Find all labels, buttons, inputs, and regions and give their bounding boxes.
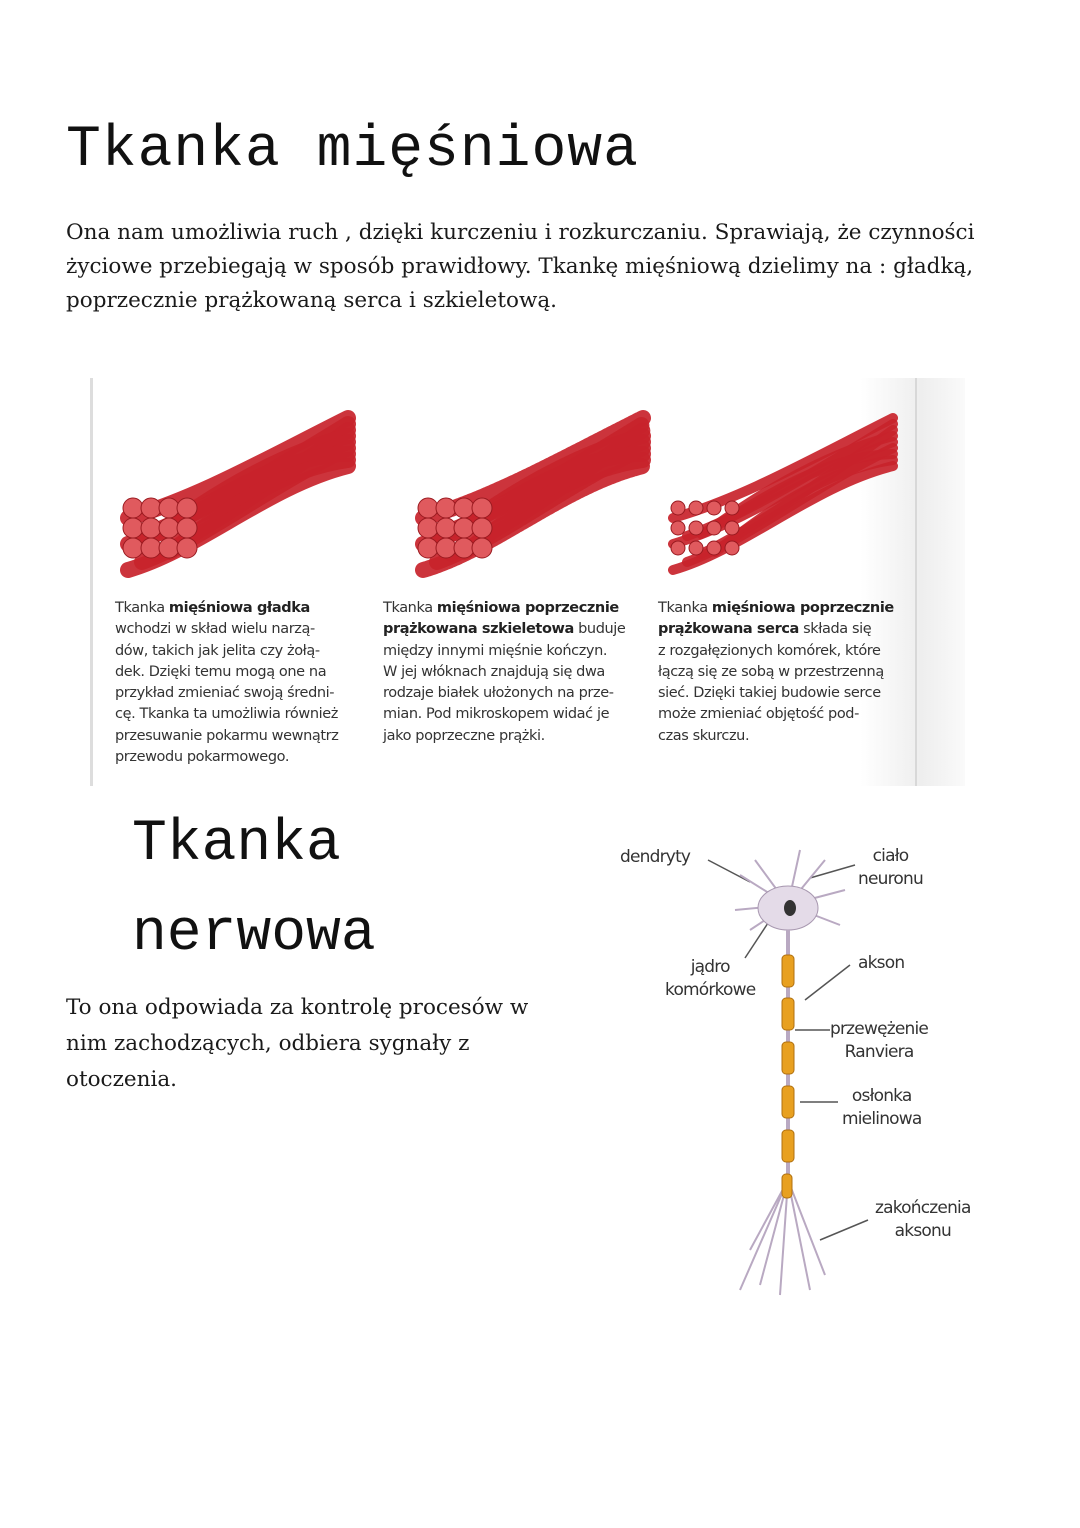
fiber-cross-section — [436, 498, 456, 518]
label-line: zakończenia — [875, 1198, 971, 1218]
fiber-cross-section — [472, 538, 492, 558]
caption-line — [658, 641, 894, 662]
fiber-cross-section — [159, 498, 179, 518]
fiber-cross-section — [689, 501, 703, 515]
label-line: Ranviera — [844, 1042, 914, 1062]
nerve-paragraph: To ona odpowiada za kontrolę procesów w nim zachodzących, odbiera sygnały z otoczenia. — [66, 995, 529, 1092]
fiber-cross-section — [472, 498, 492, 518]
title-line: Tkanka — [132, 812, 341, 877]
fiber-cross-section — [123, 538, 143, 558]
caption-text: Tkanka — [658, 600, 712, 616]
caption-line — [115, 598, 338, 619]
caption-line — [658, 598, 894, 619]
fiber-cross-section — [689, 521, 703, 535]
label-ranvier-node — [830, 1018, 928, 1064]
caption-line — [658, 704, 894, 725]
caption-line — [115, 683, 338, 704]
caption-text: mian. Pod mikroskopem widać je — [383, 706, 610, 723]
caption-text: wchodzi w skład wielu narzą- — [115, 621, 315, 638]
caption-text: Tkanka — [383, 600, 437, 616]
label-axon-terminals — [875, 1197, 971, 1243]
fiber-cross-section — [159, 538, 179, 558]
fiber-cross-section — [141, 538, 161, 558]
fiber-cross-section — [177, 518, 197, 538]
caption-text: Tkanka — [115, 600, 169, 616]
fiber-cross-section — [123, 518, 143, 538]
caption-bold-text: mięśniowa poprzecznie — [711, 600, 894, 616]
fiber-cross-section — [159, 518, 179, 538]
muscle-tissue-title: Tkanka mięśniowa — [66, 118, 639, 183]
label-cell-body — [858, 845, 923, 891]
caption-text: łączą się ze sobą w przestrzenną — [658, 663, 884, 680]
caption-bold-text: prążkowana serca — [658, 621, 799, 638]
title-line: nerwowa — [132, 902, 376, 967]
fiber-cross-section — [454, 538, 474, 558]
caption-text: dów, takich jak jelita czy żołą- — [115, 642, 320, 659]
caption-text: przykład zmieniać swoją średni- — [115, 685, 335, 702]
fiber-cross-section — [725, 541, 739, 555]
fiber-cross-section — [436, 518, 456, 538]
caption-bold-text: mięśniowa gładka — [168, 600, 310, 616]
caption-line — [115, 641, 338, 662]
caption-text: z rozgałęzionych komórek, które — [658, 642, 881, 659]
label-line: jądro — [690, 957, 730, 977]
caption-smooth-muscle — [115, 598, 338, 768]
fiber-cross-section — [671, 521, 685, 535]
fiber-cross-section — [725, 501, 739, 515]
caption-line — [383, 726, 625, 747]
caption-line — [383, 683, 625, 704]
fiber-cross-section — [141, 518, 161, 538]
caption-line — [115, 619, 338, 640]
page-edge — [915, 378, 917, 786]
caption-line — [658, 683, 894, 704]
fiber-cross-section — [418, 498, 438, 518]
muscle-intro-paragraph: Ona nam umożliwia ruch , dzięki kurczeniu i rozkurczaniu. Sprawiają, że czynności życiowe przebiegają w sposób prawidłowy. Tkankę mięśniową dzielimy na : gładką, poprzecznie prążkowaną serca i szkieletową. — [66, 220, 975, 313]
fiber-cross-section — [689, 541, 703, 555]
fiber-cross-section — [725, 521, 739, 535]
nucleus — [784, 900, 796, 916]
caption-line — [115, 726, 338, 747]
fiber-cross-section — [454, 518, 474, 538]
label-line: przewężenie — [830, 1019, 929, 1039]
muscle-types-figure — [90, 378, 965, 786]
caption-line — [658, 619, 894, 640]
label-nucleus — [665, 956, 755, 1002]
caption-text: może zmieniać objętość pod- — [658, 706, 859, 723]
smooth-muscle-illustration — [108, 398, 378, 588]
fiber-cross-section — [707, 521, 721, 535]
fiber-cross-section — [472, 518, 492, 538]
label-line: ciało — [872, 846, 909, 866]
caption-bold-text: prążkowana szkieletowa — [383, 621, 574, 638]
caption-text: dek. Dzięki temu mogą one na — [115, 663, 327, 680]
fiber-cross-section — [671, 501, 685, 515]
fiber-cross-section — [418, 518, 438, 538]
label-line: aksonu — [894, 1221, 951, 1241]
caption-line — [115, 747, 338, 768]
fiber-cross-section — [141, 498, 161, 518]
caption-text: buduje — [573, 621, 626, 638]
fiber-cross-section — [177, 498, 197, 518]
label-dendrites: dendryty — [620, 847, 691, 867]
label-line: mielinowa — [842, 1109, 922, 1129]
label-line: komórkowe — [665, 980, 756, 1000]
caption-line — [383, 704, 625, 725]
label-line: neuronu — [858, 869, 923, 889]
caption-text: składa się — [798, 621, 872, 638]
fiber-cross-section — [123, 498, 143, 518]
caption-line — [115, 662, 338, 683]
caption-cardiac-muscle — [658, 598, 894, 747]
caption-text: jako poprzeczne prążki. — [383, 727, 545, 744]
caption-text: między innymi mięśnie kończyn. — [383, 642, 608, 659]
caption-line — [383, 598, 625, 619]
caption-line — [115, 704, 338, 725]
caption-line — [658, 662, 894, 683]
caption-text: W jej włóknach znajdują się dwa — [383, 663, 605, 680]
nerve-tissue-title — [132, 800, 376, 980]
label-axon: akson — [858, 953, 905, 973]
caption-text: cę. Tkanka ta umożliwia również — [115, 706, 338, 723]
fiber-cross-section — [436, 538, 456, 558]
caption-line — [658, 726, 894, 747]
fiber-cross-section — [418, 538, 438, 558]
caption-line — [383, 641, 625, 662]
caption-line — [383, 662, 625, 683]
caption-text: czas skurczu. — [658, 727, 750, 744]
label-myelin — [842, 1085, 922, 1131]
fiber-cross-section — [177, 538, 197, 558]
caption-text: sieć. Dzięki takiej budowie serce — [658, 685, 881, 702]
caption-text: przesuwanie pokarmu wewnątrz — [115, 727, 339, 744]
fiber-cross-section — [454, 498, 474, 518]
caption-bold-text: mięśniowa poprzecznie — [436, 600, 619, 616]
caption-line — [383, 619, 625, 640]
skeletal-muscle-illustration — [403, 398, 673, 588]
fiber-cross-section — [671, 541, 685, 555]
fiber-cross-section — [707, 501, 721, 515]
caption-skeletal-muscle — [383, 598, 625, 747]
cardiac-muscle-illustration — [653, 398, 903, 588]
caption-text: przewodu pokarmowego. — [115, 749, 290, 766]
label-line: osłonka — [851, 1086, 912, 1106]
fiber-cross-section — [707, 541, 721, 555]
caption-text: rodzaje białek ułożonych na prze- — [383, 685, 614, 702]
